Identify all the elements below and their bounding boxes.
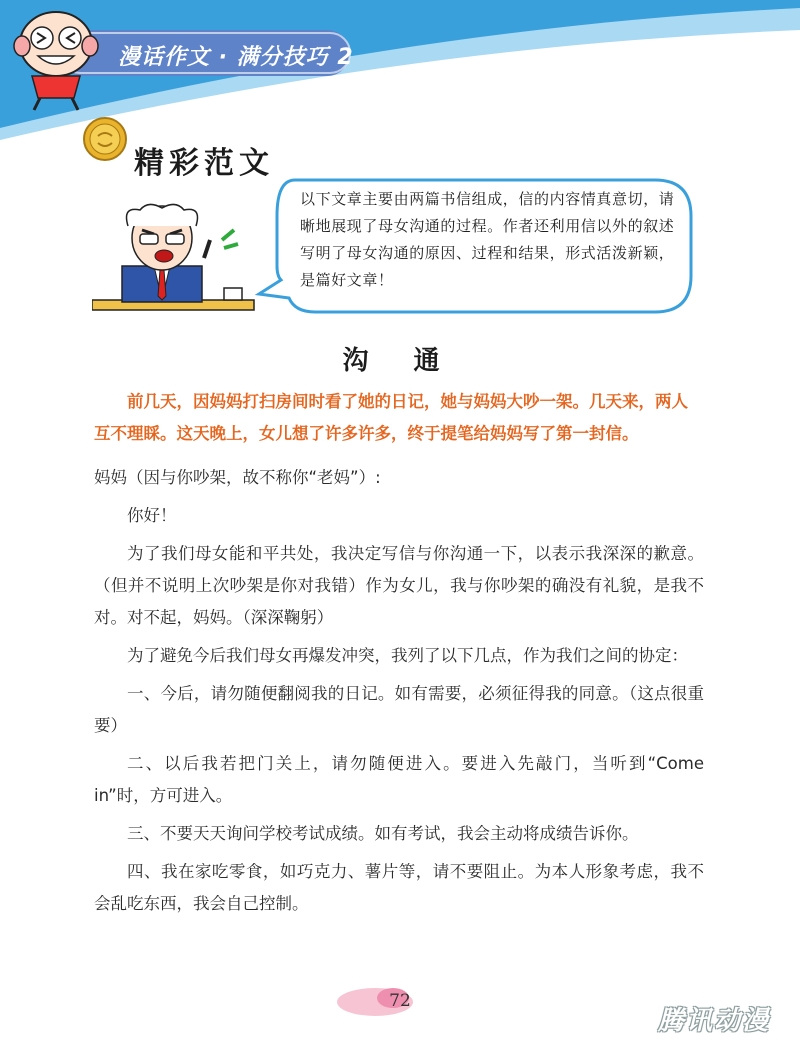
- body-paragraph: 为了我们母女能和平共处，我决定写信与你沟通一下，以表示我深深的歉意。（但并不说明上次吵架是你对我错）作为女儿，我与你吵架的确没有礼貌，是我不对。对不起，妈妈。（深深鞠躬）: [94, 544, 704, 627]
- comment-text: 以下文章主要由两篇书信组成，信的内容情真意切，请晰地展现了母女沟通的过程。作者还利用信以外的叙述写明了母女沟通的原因、过程和结果，形式活泼新颖，是篇好文章！: [300, 190, 675, 289]
- page-number: 72: [389, 991, 411, 1011]
- mascot-character-icon: [4, 6, 108, 112]
- coin-icon: [82, 116, 128, 162]
- teacher-illustration-icon: [92, 196, 262, 322]
- letter-greeting: 你好！: [127, 506, 177, 525]
- series-title: 漫话作文 · 满分技巧 2: [118, 45, 354, 70]
- section-title: 精彩范文: [134, 146, 274, 181]
- watermark-logo: 腾讯动漫: [658, 1006, 771, 1036]
- article-intro: 前几天，因妈妈打扫房间时看了她的日记，她与妈妈大吵一架。几天来，两人互不理睬。这天晚上，女儿想了许多许多，终于提笔给妈妈写了第一封信。: [94, 392, 688, 443]
- article-body: [94, 462, 704, 926]
- agreement-item-2: 二、以后我若把门关上，请勿随便进入。要进入先敲门，当听到“Come in”时，方可进入。: [94, 754, 704, 805]
- body-paragraph: 为了避免今后我们母女再爆发冲突，我列了以下几点，作为我们之间的协定：: [127, 646, 688, 665]
- agreement-item-3: 三、不要天天询问学校考试成绩。如有考试，我会主动将成绩告诉你。: [127, 824, 639, 843]
- agreement-item-1: 一、今后，请勿随便翻阅我的日记。如有需要，必须征得我的同意。（这点很重要）: [94, 684, 704, 735]
- letter-salutation: 妈妈（因与你吵架，故不称你“老妈”）:: [94, 468, 381, 487]
- article-title: 沟 通: [342, 346, 458, 376]
- agreement-item-4: 四、我在家吃零食，如巧克力、薯片等，请不要阻止。为本人形象考虑，我不会乱吃东西，我会自己控制。: [94, 862, 704, 913]
